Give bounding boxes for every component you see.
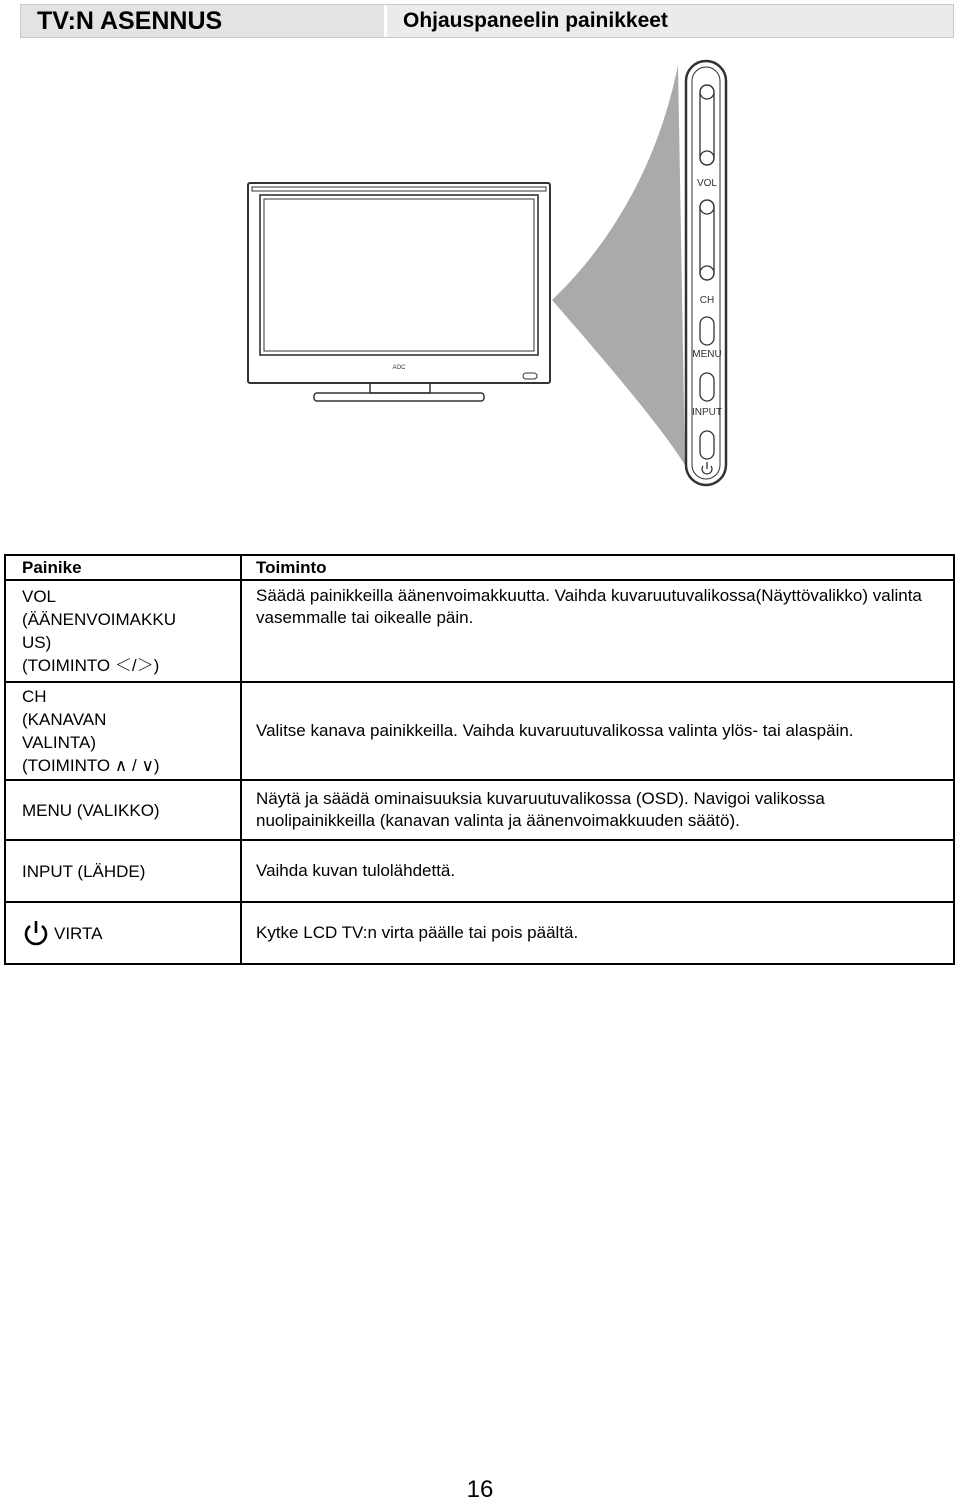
button-line: US) <box>22 633 52 652</box>
function-cell-ch: Valitse kanava painikkeilla. Vaihda kuvaruutuvalikossa valinta ylös- tai alaspäin. <box>241 682 954 780</box>
panel-label-vol: VOL <box>696 178 718 189</box>
power-label: VIRTA <box>54 923 103 943</box>
function-cell-vol: Säädä painikkeilla äänenvoimakkuutta. Vaihda kuvaruutuvalikossa(Näyttövalikko) valinta vasemmalle tai oikealle päin. <box>241 580 954 682</box>
tv-control-panel-illustration <box>240 55 740 495</box>
button-function-table <box>4 554 955 965</box>
button-cell-menu: MENU (VALIKKO) <box>5 780 241 840</box>
panel-label-ch: CH <box>699 295 715 306</box>
panel-label-input: INPUT <box>692 407 722 418</box>
section-title: Ohjauspaneelin painikkeet <box>387 5 953 37</box>
side-panel <box>686 61 726 485</box>
header-button: Painike <box>5 555 241 580</box>
button-line: VALINTA) <box>22 733 96 752</box>
button-line: (TOIMINTO ＜/＞) <box>22 656 160 675</box>
power-icon <box>22 919 50 947</box>
callout-wedge <box>552 65 685 465</box>
button-line: VOL <box>22 587 57 606</box>
header-function: Toiminto <box>241 555 954 580</box>
button-cell-power <box>5 902 241 964</box>
button-line: CH <box>22 687 47 706</box>
panel-power-icon <box>702 462 712 474</box>
table-row-power <box>5 902 954 964</box>
panel-label-menu: MENU <box>692 349 722 360</box>
chapter-title: TV:N ASENNUS <box>21 5 387 37</box>
function-cell-input: Vaihda kuvan tulolähdettä. <box>241 840 954 902</box>
table-row-ch <box>5 682 954 780</box>
table-header-row <box>5 555 954 580</box>
button-cell-input: INPUT (LÄHDE) <box>5 840 241 902</box>
table-row-menu <box>5 780 954 840</box>
button-line: (TOIMINTO ∧ / ∨) <box>22 756 160 775</box>
table-row-vol <box>5 580 954 682</box>
table-row-input <box>5 840 954 902</box>
page-header <box>20 4 954 38</box>
function-cell-menu: Näytä ja säädä ominaisuuksia kuvaruutuvalikossa (OSD). Navigoi valikossa nuolipainikkeilla (kanavan valinta ja äänenvoimakkuuden säätö). <box>241 780 954 840</box>
button-cell-vol <box>5 580 241 682</box>
tv-logo: AOC <box>392 365 406 371</box>
function-cell-power: Kytke LCD TV:n virta päälle tai pois päältä. <box>241 902 954 964</box>
button-cell-ch <box>5 682 241 780</box>
button-line: (ÄÄNENVOIMAKKU <box>22 610 176 629</box>
button-line: (KANAVAN <box>22 710 107 729</box>
page-number: 16 <box>466 1476 494 1503</box>
